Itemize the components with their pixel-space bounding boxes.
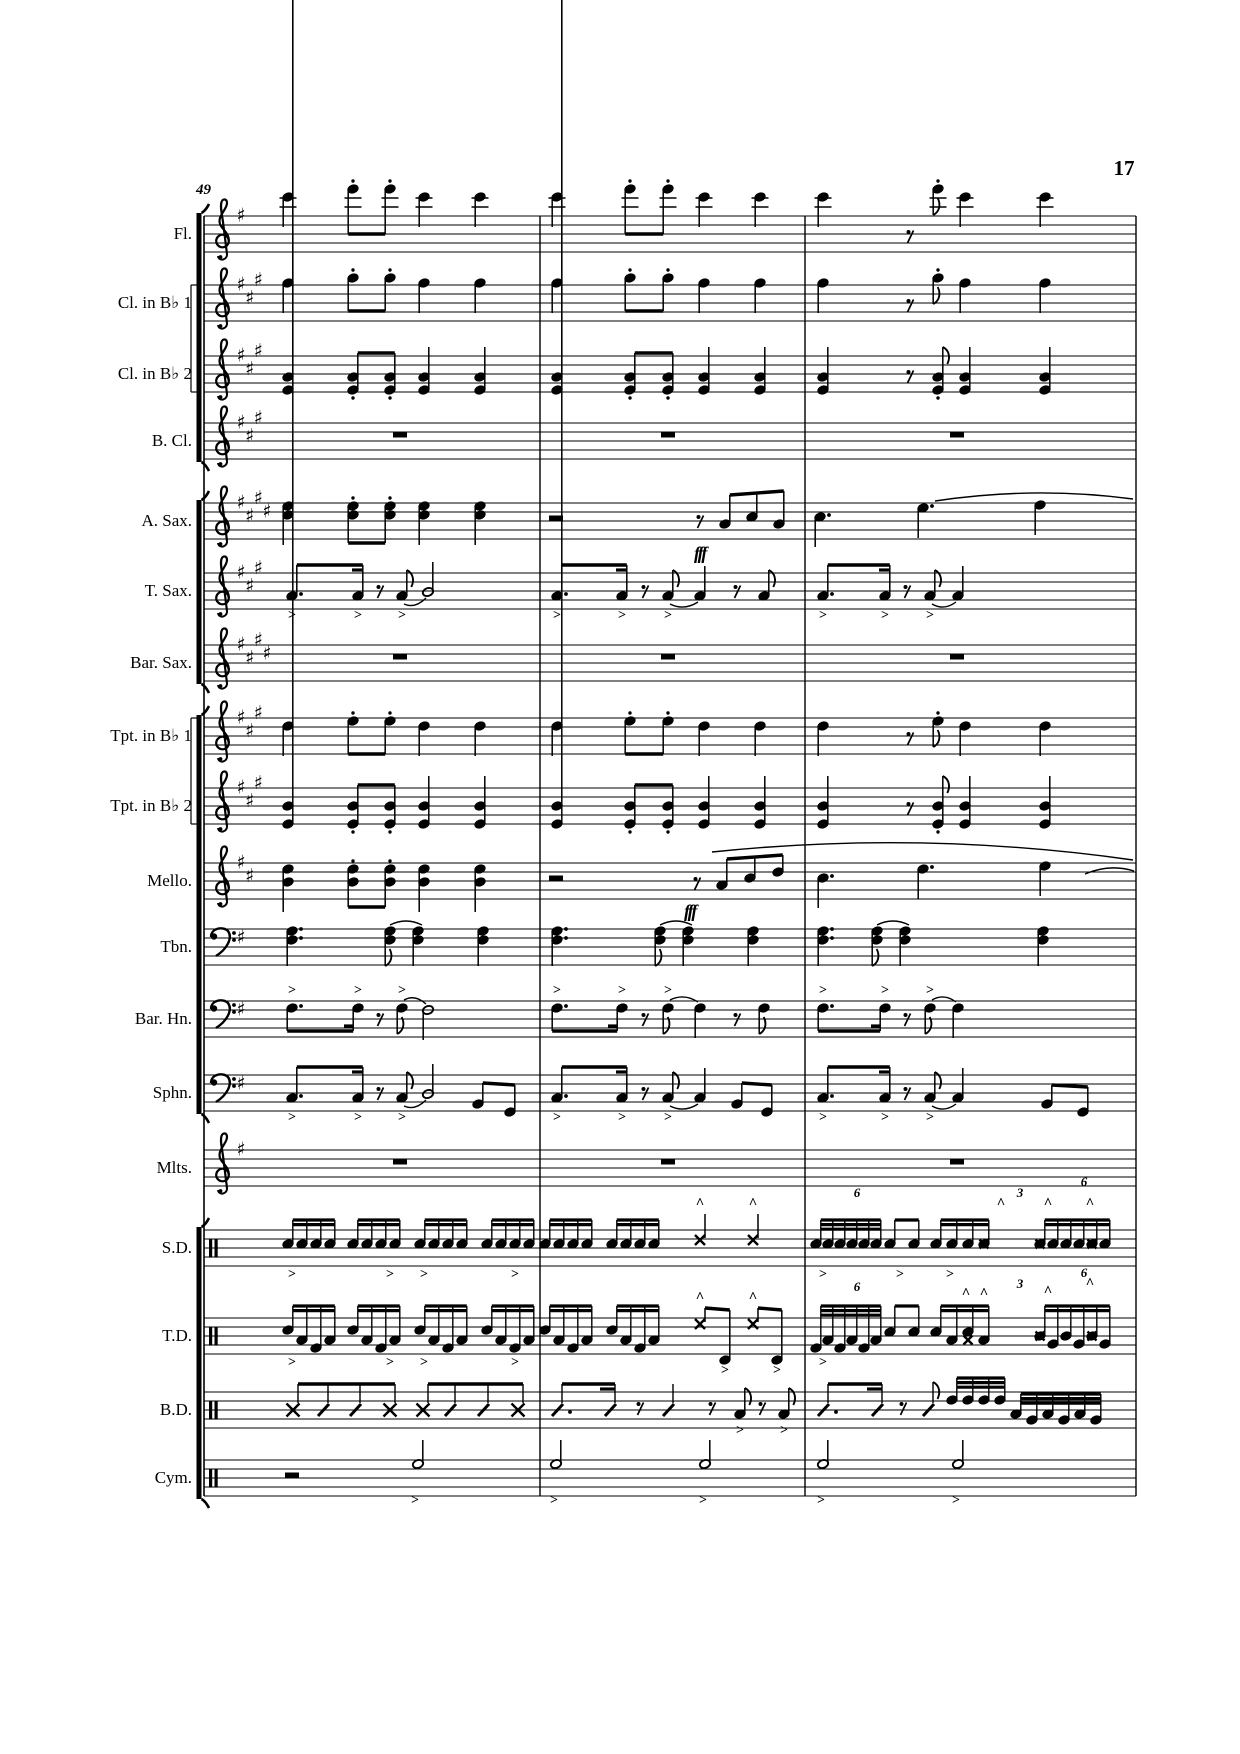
staff-cl1 — [204, 268, 1136, 328]
tuplet-number: 6 — [853, 1185, 861, 1200]
staff-bd — [204, 1378, 1136, 1438]
staff-tpt2 — [204, 0, 1136, 834]
instrument-label-tpt2: Tpt. in B♭ 2 — [110, 796, 192, 815]
svg-text:^: ^ — [1085, 1276, 1095, 1292]
svg-text:>: > — [288, 1110, 296, 1125]
svg-text:>: > — [386, 1355, 394, 1370]
svg-text:♯: ♯ — [253, 340, 263, 362]
svg-text:^: ^ — [695, 1290, 705, 1306]
svg-text:>: > — [721, 1363, 729, 1378]
svg-text:♯: ♯ — [244, 358, 255, 380]
svg-text:>: > — [819, 1355, 827, 1370]
svg-text:>: > — [618, 983, 626, 998]
svg-text:♯: ♯ — [253, 407, 263, 429]
svg-text:>: > — [618, 1110, 626, 1125]
svg-text:>: > — [553, 1110, 561, 1125]
instrument-label-tbn: Tbn. — [160, 937, 192, 956]
svg-text:>: > — [511, 1267, 519, 1282]
svg-text:>: > — [354, 1110, 362, 1125]
svg-text:>: > — [398, 1110, 406, 1125]
svg-text:♯: ♯ — [262, 642, 272, 665]
instrument-label-barsax: Bar. Sax. — [130, 653, 192, 672]
staff-cl2 — [204, 0, 1136, 400]
svg-text:♯: ♯ — [236, 411, 246, 434]
dynamic-marking: fff — [694, 543, 706, 563]
svg-text:^: ^ — [996, 1196, 1006, 1212]
svg-text:♯: ♯ — [244, 865, 255, 887]
instrument-label-cl2: Cl. in B♭ 2 — [117, 364, 192, 383]
svg-text:>: > — [288, 1355, 296, 1370]
svg-text:^: ^ — [748, 1196, 758, 1212]
instrument-label-cl1: Cl. in B♭ 1 — [117, 293, 192, 312]
svg-text:♯: ♯ — [236, 344, 246, 367]
staff-bcl — [204, 406, 1136, 466]
svg-text:♯: ♯ — [236, 926, 246, 949]
instrument-label-cym: Cym. — [154, 1468, 192, 1487]
instrument-label-bd: B.D. — [159, 1400, 192, 1419]
svg-text:♯: ♯ — [236, 851, 246, 874]
svg-text:>: > — [511, 1355, 519, 1370]
svg-text:♯: ♯ — [236, 1072, 246, 1095]
svg-text:♯: ♯ — [262, 500, 272, 523]
svg-text:♯: ♯ — [253, 772, 263, 794]
svg-text:>: > — [398, 608, 406, 623]
instrument-label-td: T.D. — [162, 1326, 192, 1345]
svg-text:^: ^ — [961, 1286, 971, 1302]
svg-text:>: > — [553, 608, 561, 623]
svg-text:♯: ♯ — [244, 287, 255, 309]
instrument-label-bcl: B. Cl. — [151, 431, 192, 450]
svg-text:>: > — [926, 608, 934, 623]
svg-text:>: > — [819, 608, 827, 623]
svg-text:♯: ♯ — [236, 491, 246, 514]
staff-tsax — [204, 556, 1136, 623]
instrument-label-fl: Fl. — [173, 224, 192, 243]
staff-tpt1 — [204, 701, 1136, 761]
svg-text:^: ^ — [1043, 1196, 1053, 1212]
svg-text:>: > — [386, 1267, 394, 1282]
measure-number: 49 — [196, 182, 211, 198]
instrument-label-mlts: Mlts. — [156, 1158, 192, 1177]
svg-text:>: > — [926, 1110, 934, 1125]
svg-text:>: > — [420, 1267, 428, 1282]
staff-td — [204, 1276, 1136, 1378]
instrument-label-sphn: Sphn. — [152, 1083, 192, 1102]
svg-text:^: ^ — [748, 1290, 758, 1306]
svg-text:♯: ♯ — [236, 204, 246, 227]
tuplet-number: 6 — [1080, 1174, 1088, 1189]
svg-text:>: > — [881, 1110, 889, 1125]
svg-text:♯: ♯ — [236, 706, 246, 729]
svg-text:>: > — [664, 608, 672, 623]
staff-barhn — [204, 983, 1136, 1040]
tuplet-number: 3 — [1016, 1185, 1024, 1200]
svg-text:>: > — [288, 1267, 296, 1282]
svg-text:♯: ♯ — [253, 557, 263, 579]
instrument-label-mello: Mello. — [147, 871, 192, 890]
svg-text:♯: ♯ — [244, 425, 255, 447]
svg-text:>: > — [664, 1110, 672, 1125]
svg-text:>: > — [398, 983, 406, 998]
svg-text:>: > — [288, 608, 296, 623]
staff-sphn — [204, 1064, 1136, 1125]
svg-text:>: > — [550, 1493, 558, 1508]
svg-text:>: > — [819, 983, 827, 998]
svg-text:>: > — [896, 1267, 904, 1282]
svg-text:>: > — [819, 1110, 827, 1125]
svg-text:♯: ♯ — [244, 790, 255, 812]
staff-mlts — [204, 1133, 1136, 1193]
svg-text:♯: ♯ — [236, 776, 246, 799]
svg-text:♯: ♯ — [253, 487, 263, 509]
svg-text:^: ^ — [1085, 1196, 1095, 1212]
svg-text:♯: ♯ — [236, 561, 246, 584]
svg-text:>: > — [946, 1267, 954, 1282]
svg-text:>: > — [881, 608, 889, 623]
instrument-label-sd: S.D. — [161, 1238, 192, 1257]
svg-text:>: > — [354, 983, 362, 998]
svg-text:♯: ♯ — [236, 633, 246, 656]
staff-sd — [204, 1196, 1136, 1282]
dynamic-marking: fff — [684, 901, 696, 921]
svg-text:♯: ♯ — [244, 505, 255, 527]
staff-mello — [204, 843, 1136, 912]
tuplet-number: 6 — [1080, 1265, 1088, 1280]
staff-barsax — [204, 628, 1136, 688]
svg-text:>: > — [699, 1493, 707, 1508]
staff-fl — [204, 179, 1136, 259]
svg-text:>: > — [420, 1355, 428, 1370]
svg-text:>: > — [819, 1267, 827, 1282]
svg-text:♯: ♯ — [253, 629, 263, 651]
svg-text:^: ^ — [1043, 1284, 1053, 1300]
svg-text:>: > — [952, 1493, 960, 1508]
svg-text:>: > — [736, 1423, 744, 1438]
staff-cym — [204, 1440, 1136, 1508]
page-number: 17 — [1113, 156, 1135, 180]
svg-text:>: > — [411, 1493, 419, 1508]
tuplet-number: 6 — [853, 1279, 861, 1294]
tuplet-number: 3 — [1016, 1276, 1024, 1291]
instrument-label-tpt1: Tpt. in B♭ 1 — [110, 726, 192, 745]
staff-asax — [204, 486, 1136, 547]
svg-text:♯: ♯ — [236, 1138, 246, 1161]
svg-text:>: > — [773, 1363, 781, 1378]
svg-text:>: > — [618, 608, 626, 623]
svg-text:>: > — [553, 983, 561, 998]
svg-text:>: > — [817, 1493, 825, 1508]
staff-tbn — [204, 921, 1136, 966]
instrument-label-barhn: Bar. Hn. — [134, 1009, 192, 1028]
svg-text:♯: ♯ — [244, 575, 255, 597]
svg-text:♯: ♯ — [244, 720, 255, 742]
svg-text:^: ^ — [695, 1196, 705, 1212]
instrument-label-tsax: T. Sax. — [144, 581, 192, 600]
svg-text:♯: ♯ — [236, 273, 246, 296]
svg-text:^: ^ — [979, 1286, 989, 1302]
svg-text:>: > — [354, 608, 362, 623]
svg-text:>: > — [881, 983, 889, 998]
svg-text:♯: ♯ — [253, 702, 263, 724]
svg-text:>: > — [664, 983, 672, 998]
svg-text:♯: ♯ — [236, 998, 246, 1021]
svg-text:>: > — [780, 1423, 788, 1438]
svg-text:♯: ♯ — [253, 269, 263, 291]
svg-text:>: > — [288, 983, 296, 998]
svg-text:>: > — [926, 983, 934, 998]
instrument-label-asax: A. Sax. — [141, 511, 192, 530]
svg-text:♯: ♯ — [244, 647, 255, 669]
